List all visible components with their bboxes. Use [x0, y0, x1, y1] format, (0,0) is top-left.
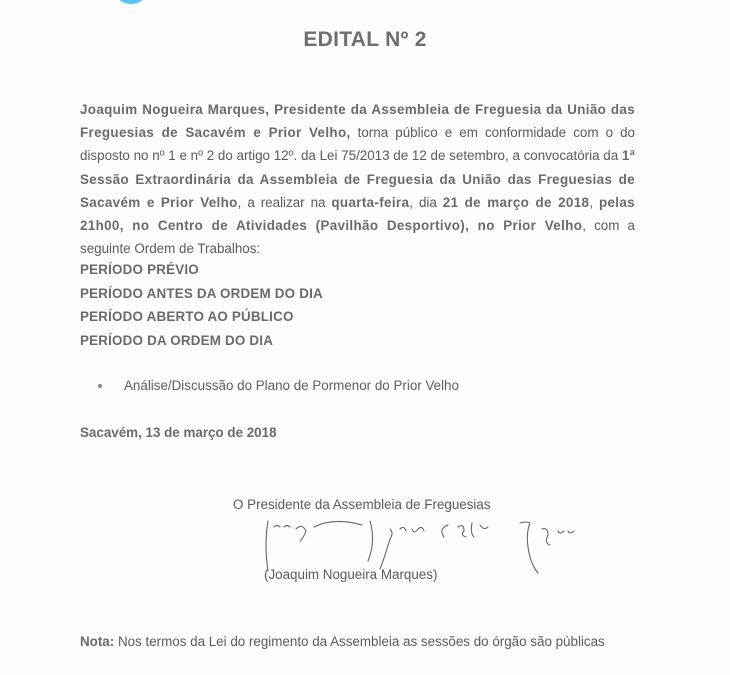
convocation-paragraph: [80, 98, 635, 260]
paragraph-text: , dia: [409, 194, 443, 210]
session-time-location: pelas 21h00, no Centro de Atividades (Pavilhão Desportivo), no Prior Velho: [80, 194, 635, 234]
agenda-period: PERÍODO ABERTO AO PÚBLICO: [80, 309, 294, 324]
note-text: Nos termos da Lei do regimento da Assembleia as sessões do órgão são públicas: [114, 634, 605, 649]
handwritten-signature-icon: [262, 515, 582, 575]
bullet-icon: [98, 384, 102, 388]
signatory-name: (Joaquim Nogueira Marques): [264, 567, 438, 582]
paragraph-text: , com a seguinte Ordem de Trabalhos:: [80, 218, 636, 257]
agenda-item: [98, 378, 459, 393]
agenda-period: PERÍODO PRÉVIO: [80, 262, 199, 277]
agenda-item-text: Análise/Discussão do Plano de Pormenor do Prior Velho: [124, 378, 459, 393]
signatory-title: O Presidente da Assembleia de Freguesias: [233, 497, 491, 512]
session-name: 1ª Sessão Extraordinária da Assembleia de Freguesia da União das Freguesias de Sacavém e Prior Velho: [80, 148, 635, 210]
agenda-period: PERÍODO DA ORDEM DO DIA: [80, 332, 274, 348]
note-label: Nota:: [80, 634, 115, 649]
agenda-periods: [80, 258, 323, 352]
paragraph-text: , a realizar na: [237, 194, 332, 210]
session-weekday: quarta-feira: [331, 194, 410, 210]
session-date: 21 de março de 2018: [442, 194, 590, 210]
date-line: Sacavém, 13 de março de 2018: [80, 425, 277, 440]
president-intro: Joaquim Nogueira Marques, Presidente da Assembleia de Freguesia da União das Freguesias de Sacavém e Prior Velho,: [80, 102, 635, 141]
paragraph-text: ,: [589, 194, 599, 210]
document-title: EDITAL Nº 2: [303, 28, 427, 51]
footer-note: [80, 634, 605, 649]
blue-logo-fragment: [118, 0, 144, 4]
agenda-period: PERÍODO ANTES DA ORDEM DO DIA: [80, 285, 323, 301]
paragraph-text: torna público e em conformidade com o do disposto no nº 1 e nº 2 do artigo 12º. da Lei 75/2013 de 12 de setembro, a convocatória da: [80, 125, 635, 164]
